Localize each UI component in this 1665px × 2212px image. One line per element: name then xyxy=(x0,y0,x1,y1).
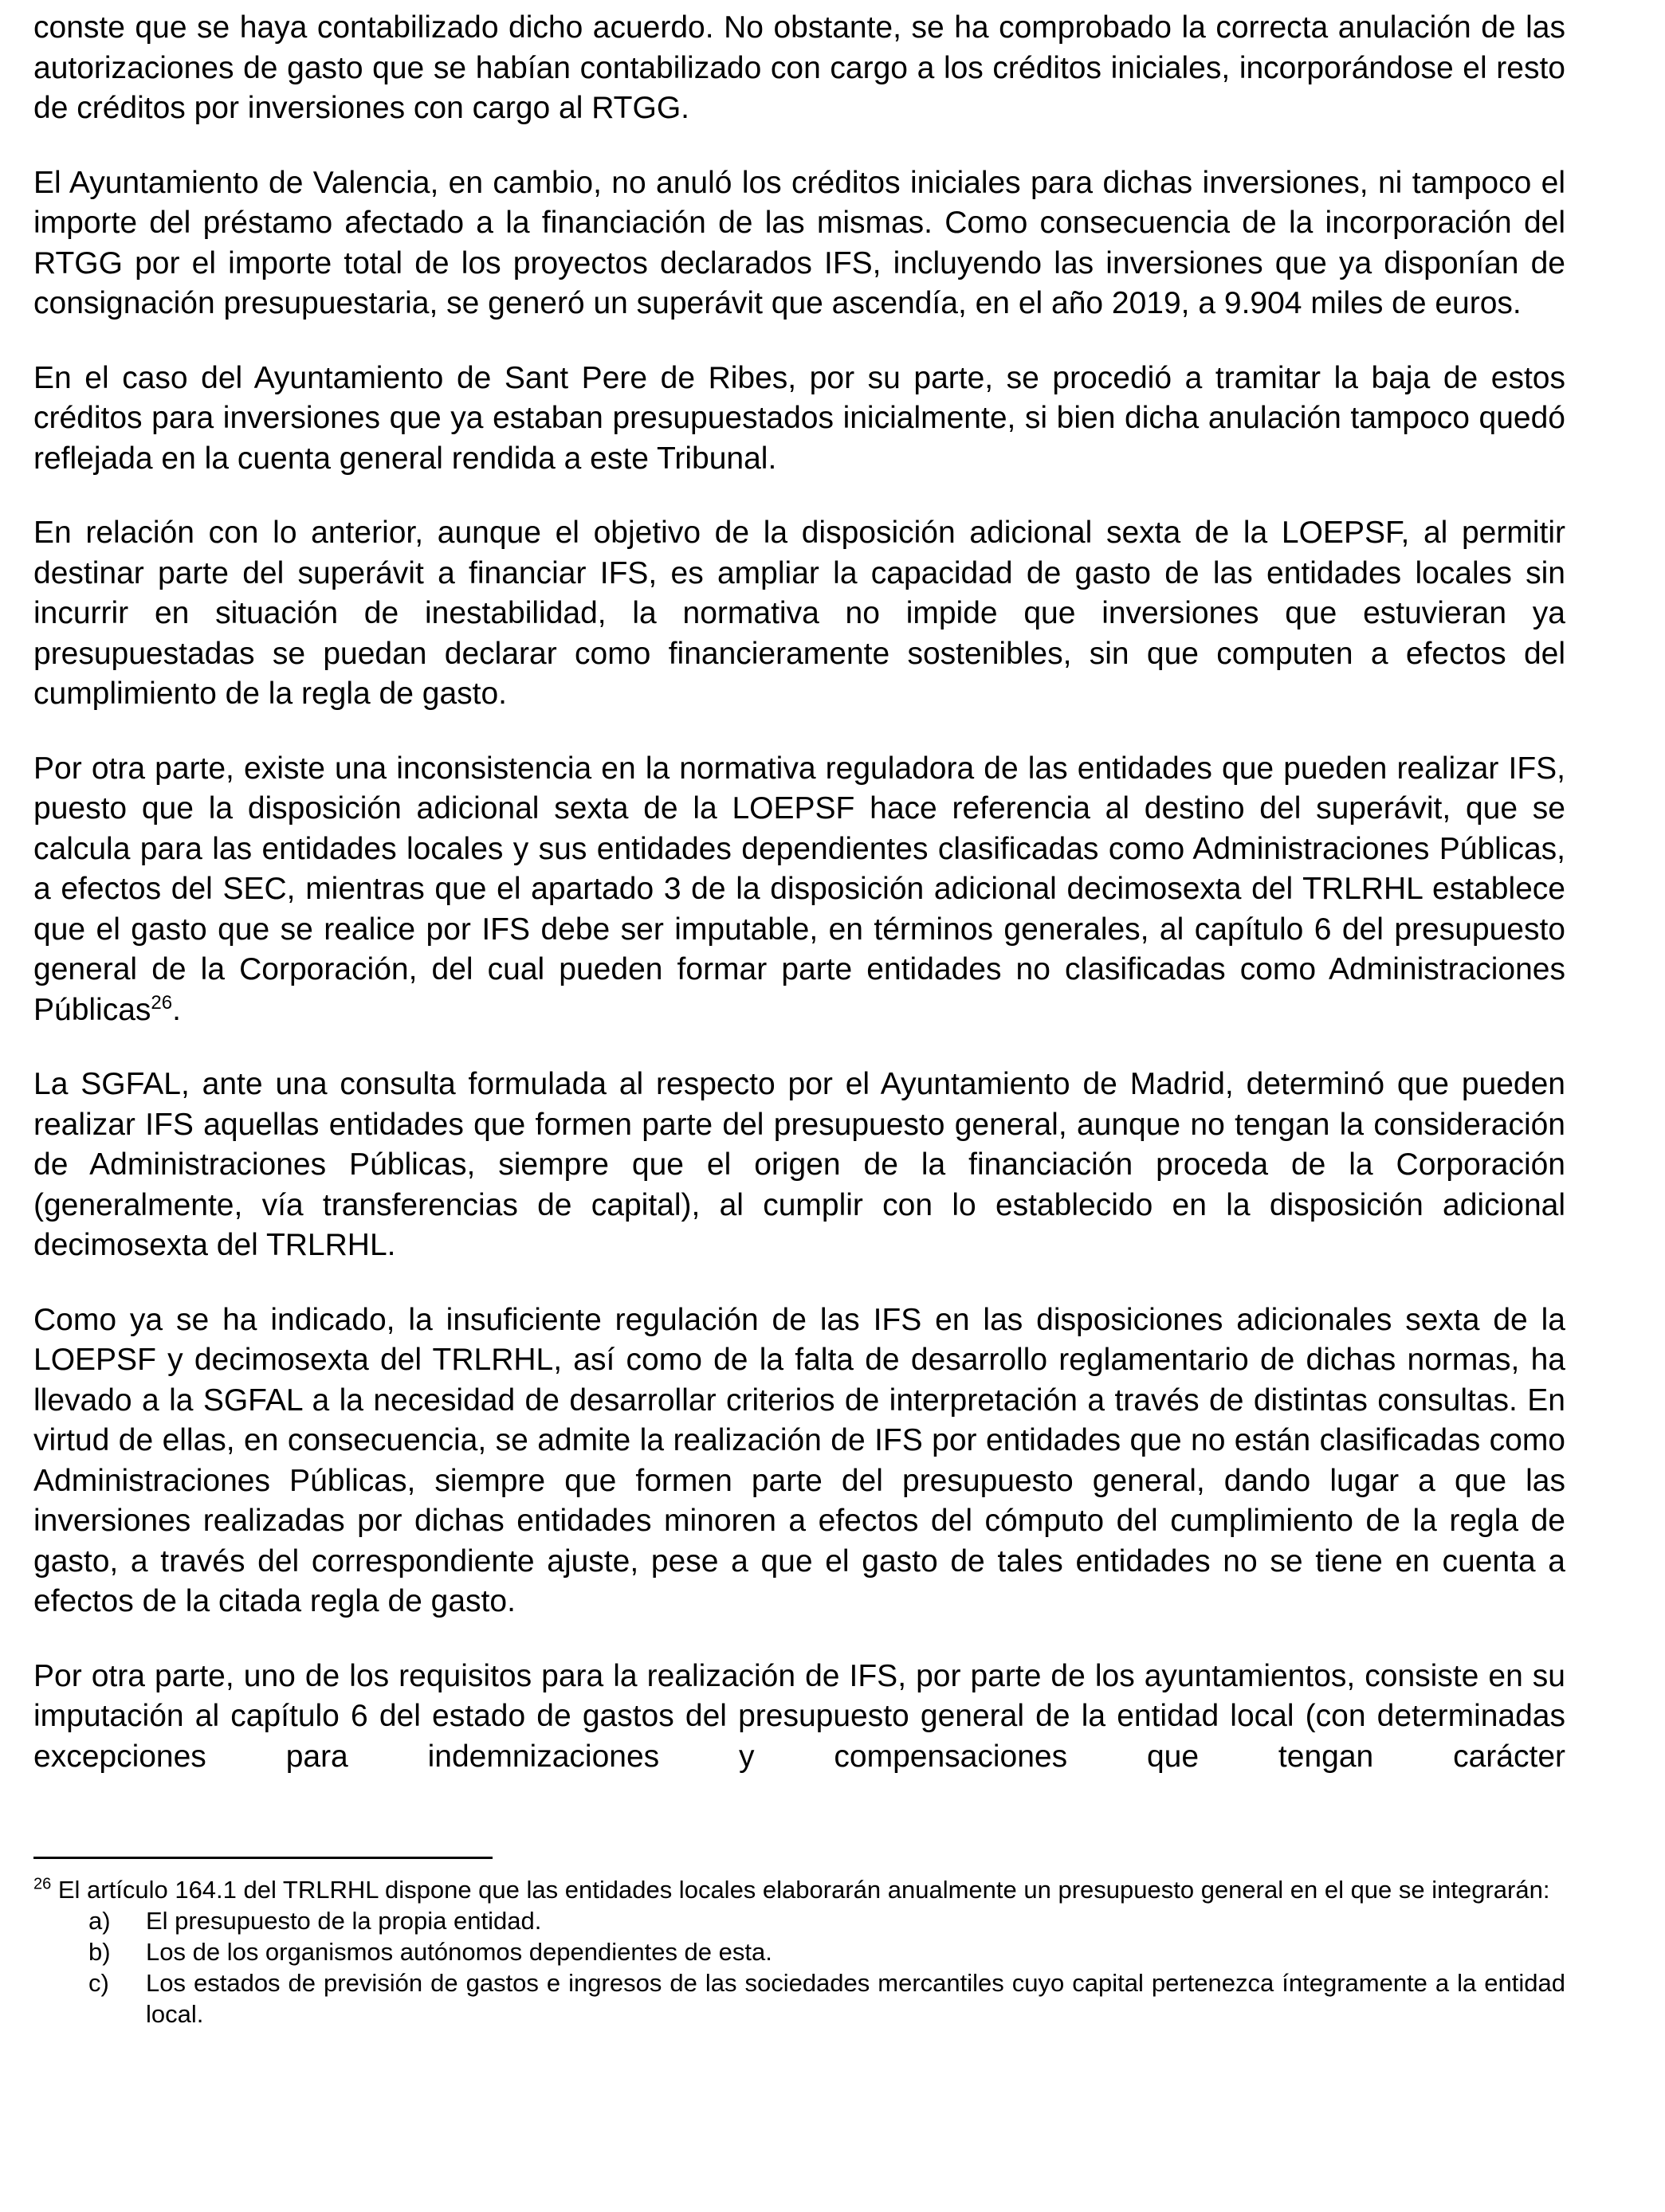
footnote-number: 26 xyxy=(33,1875,52,1893)
footnote-text xyxy=(33,1874,1565,1905)
paragraph: Como ya se ha indicado, la insuficiente regulación de las IFS en las disposiciones adicionales sexta de la LOEPSF y decimosexta del TRLRHL, así como de la falta de desarrollo reglamentario de dichas normas, ha llevado a la SGFAL a la necesidad de desarrollar criterios de interpretación a través de distintas consultas. En virtud de ellas, en consecuencia, se admite la realización de IFS por entidades que no están clasificadas como Administraciones Públicas, siempre que formen parte del presupuesto general, dando lugar a que las inversiones realizadas por dichas entidades minoren a efectos del cómputo del cumplimiento de la regla de gasto, a través del correspondiente ajuste, pese a que el gasto de tales entidades no se tiene en cuenta a efectos de la citada regla de gasto. xyxy=(33,1302,1565,1618)
paragraph: En el caso del Ayuntamiento de Sant Pere de Ribes, por su parte, se procedió a tramitar la baja de estos créditos para inversiones que ya estaban presupuestados inicialmente, si bien dicha anulación tampoco quedó reflejada en la cuenta general rendida a este Tribunal. xyxy=(33,360,1565,476)
paragraph: El Ayuntamiento de Valencia, en cambio, no anuló los créditos iniciales para dichas inversiones, ni tampoco el importe del préstamo afectado a la financiación de las mismas. Como consecuencia de la incorporación del RTGG por el importe total de los proyectos declarados IFS, incluyendo las inversiones que ya disponían de consignación presupuestaria, se generó un superávit que ascendía, en el año 2019, a 9.904 miles de euros. xyxy=(33,165,1565,320)
footnote-body: El artículo 164.1 del TRLRHL dispone que las entidades locales elaborarán anualmente un presupuesto general en el que se integrarán: xyxy=(57,1876,1550,1904)
footnote-separator xyxy=(33,1857,493,1859)
paragraph xyxy=(33,749,1565,1031)
paragraph: La SGFAL, ante una consulta formulada al respecto por el Ayuntamiento de Madrid, determinó que pueden realizar IFS aquellas entidades que formen parte del presupuesto general, aunque no tengan la consideración de Administraciones Públicas, siempre que el origen de la financiación proceda de la Corporación (generalmente, vía transferencias de capital), al cumplir con lo establecido en la disposición adicional decimosexta del TRLRHL. xyxy=(33,1067,1565,1262)
footnote-list-item xyxy=(33,1967,1565,2030)
document-body xyxy=(33,8,1565,1811)
footnote xyxy=(33,1874,1565,2030)
paragraph: conste que se haya contabilizado dicho acuerdo. No obstante, se ha comprobado la correcta anulación de las autorizaciones de gasto que se habían contabilizado con cargo a los créditos iniciales, incorporándose el resto de créditos por inversiones con cargo al RTGG. xyxy=(33,10,1565,125)
paragraph: En relación con lo anterior, aunque el objetivo de la disposición adicional sexta de la LOEPSF, al permitir destinar parte del superávit a financiar IFS, es ampliar la capacidad de gasto de las entidades locales sin incurrir en situación de inestabilidad, la normativa no impide que inversiones que estuvieran ya presupuestadas se puedan declarar como financieramente sostenibles, sin que computen a efectos del cumplimiento de la regla de gasto. xyxy=(33,516,1565,711)
footnote-list-item xyxy=(33,1936,1565,1967)
footnote-reference[interactable]: 26 xyxy=(151,991,173,1014)
footnote-list-item xyxy=(33,1905,1565,1936)
list-label: b) xyxy=(88,1938,111,1966)
list-label: c) xyxy=(88,1969,109,1997)
paragraph-text: Por otra parte, existe una inconsistencia en la normativa reguladora de las entidades que pueden realizar IFS, puesto que la disposición adicional sexta de la LOEPSF hace referencia al destino del superávit, que se calcula para las entidades locales y sus entidades dependientes clasificadas como Administraciones Públicas, a efectos del SEC, mientras que el apartado 3 de la disposición adicional decimosexta del TRLRHL establece que el gasto que se realice por IFS debe ser imputable, en términos generales, al capítulo 6 del presupuesto general de la Corporación, del cual pueden formar parte entidades no clasificadas como Administraciones Públicas xyxy=(33,751,1565,1027)
list-text: Los de los organismos autónomos dependientes de esta. xyxy=(146,1938,772,1966)
list-text: El presupuesto de la propia entidad. xyxy=(146,1907,542,1935)
list-text: Los estados de previsión de gastos e ingresos de las sociedades mercantiles cuyo capital pertenezca íntegramente a la entidad local. xyxy=(146,1969,1565,2028)
paragraph-end-punctuation: . xyxy=(172,992,181,1027)
list-label: a) xyxy=(88,1907,111,1935)
paragraph: Por otra parte, uno de los requisitos para la realización de IFS, por parte de los ayuntamientos, consiste en su imputación al capítulo 6 del estado de gastos del presupuesto general de la entidad local (con determinadas excepciones para indemnizaciones y compensaciones que tengan carácter xyxy=(33,1658,1565,1774)
